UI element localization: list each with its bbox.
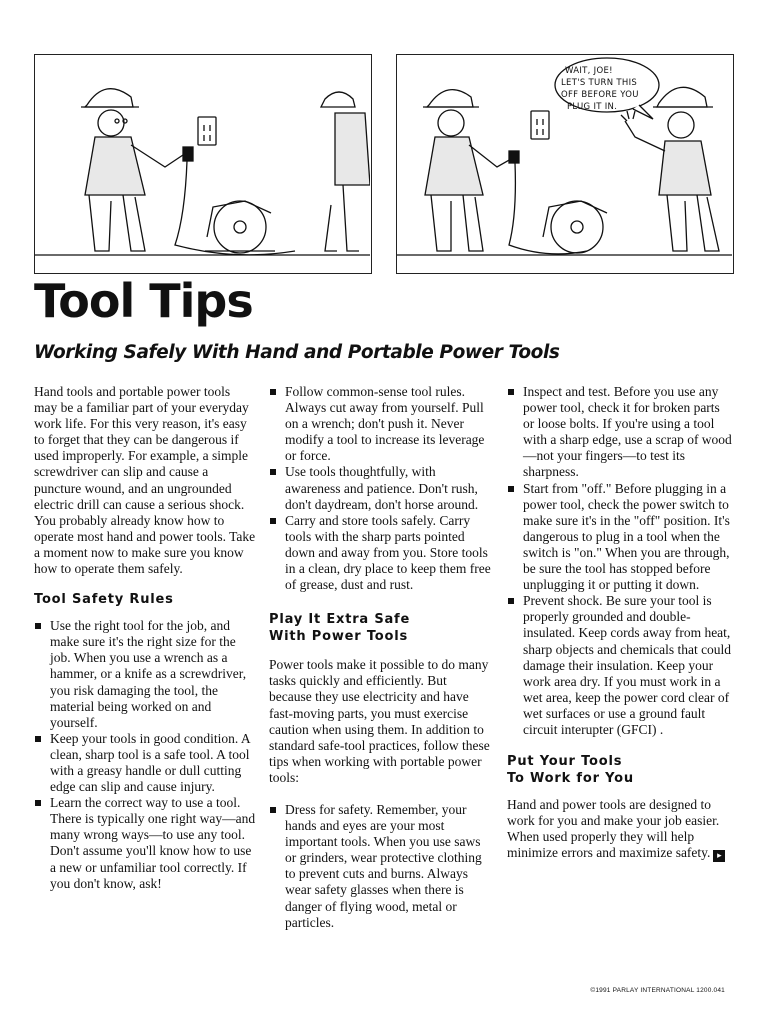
- list-item: Use tools thoughtfully, with awareness and patience. Don't rush, don't daydream, don't horse around.: [269, 464, 491, 512]
- page-title: Tool Tips: [34, 274, 253, 328]
- worker-plugging-saw-illustration: [35, 55, 370, 272]
- power-tool-list-continued: [507, 384, 733, 738]
- extra-safe-heading-line-2: With Power Tools: [269, 629, 409, 645]
- speech-line-1: WAIT, JOE!: [565, 66, 613, 76]
- tool-safety-list: [34, 618, 256, 892]
- column-2: [269, 384, 491, 931]
- coworker-warning-illustration: [397, 55, 732, 272]
- list-item: Keep your tools in good condition. A clean, sharp tool is a safe tool. A tool with a greasy handle or dull cutting edge can slip and cause injury.: [34, 731, 256, 795]
- copyright-notice: ©1991 PARLAY INTERNATIONAL 1200.041: [590, 987, 725, 994]
- list-item: Learn the correct way to use a tool. There is typically one right way—and many wrong ways—to use any tool. Don't assume you'll know how to use a new or unfamiliar tool correctly. If you don't know, ask!: [34, 795, 256, 892]
- list-item: Carry and store tools safely. Carry tools with the sharp parts pointed down and away from you. Store tools in a clean, dry place to keep them free of grease, dust and rust.: [269, 513, 491, 593]
- put-to-work-text: Hand and power tools are designed to work for you and make your job easier. When used properly they will help minimize errors and maximize safety.: [507, 797, 720, 861]
- column-3: [507, 384, 733, 862]
- put-to-work-heading: [507, 753, 733, 787]
- tool-safety-heading: Tool Safety Rules: [34, 592, 174, 608]
- list-item: Follow common-sense tool rules. Always cut away from yourself. Pull on a wrench; don't push it. Never modify a tool to increase its leverage or force.: [269, 384, 491, 464]
- illustration-panel-left: [34, 54, 372, 274]
- illustration-panel-right: [396, 54, 734, 274]
- power-tool-list: [269, 802, 491, 931]
- tool-safety-list-continued: [269, 384, 491, 593]
- list-item: Inspect and test. Before you use any power tool, check it for broken parts or loose bolts. If you're using a tool with a sharp edge, use a scrap of wood—not your fingers—to test its sharpness.: [507, 384, 733, 481]
- speech-line-3: OFF BEFORE YOU: [561, 90, 639, 100]
- intro-paragraph: Hand tools and portable power tools may be a familiar part of your everyday work life. For this very reason, it's easy to forget that they can be dangerous if used improperly. For example, a simple screwdriver can slip and cause a puncture wound, and an ungrounded electric drill can cause a serious shock. You probably already know how to operate most hand and power tools. Take a moment now to make sure you know how to operate them safely.: [34, 384, 256, 577]
- list-item: Dress for safety. Remember, your hands and eyes are your most important tools. When you use saws or grinders, wear protective clothing to prevent cuts and burns. Always wear safety glasses when there is danger of flying wood, metal or particles.: [269, 802, 491, 931]
- list-item: Prevent shock. Be sure your tool is properly grounded and double-insulated. Keep cords away from heat, sharp objects and chemicals that could damage their insulation. Keep your work area dry. If you must work in a wet area, keep the power cord clear of wet surfaces or use a ground fault circuit interupter (GFCI) .: [507, 593, 733, 738]
- put-to-work-heading-line-1: Put Your Tools: [507, 754, 623, 770]
- page-subtitle: Working Safely With Hand and Portable Power Tools: [34, 342, 560, 363]
- list-item: Start from "off." Before plugging in a power tool, check the power switch to make sure it's in the "off" position. It's dangerous to plug in a tool when the switch is "on." When you are through, be sure the tool has stopped before unplugging it or putting it down.: [507, 481, 733, 594]
- extra-safe-intro: Power tools make it possible to do many tasks quickly and efficiently. But because they use electricity and have fast-moving parts, you must exercise caution when using them. In addition to standard safe-tool practices, follow these tips when working with portable power tools:: [269, 657, 490, 785]
- speech-line-4: PLUG IT IN.: [567, 102, 618, 112]
- put-to-work-paragraph: [507, 797, 733, 862]
- extra-safe-heading-line-1: Play It Extra Safe: [269, 612, 411, 628]
- end-mark-icon: ▸: [713, 850, 725, 862]
- put-to-work-heading-line-2: To Work for You: [507, 771, 634, 787]
- extra-safe-heading: [269, 611, 491, 645]
- column-1: [34, 384, 256, 892]
- list-item: Use the right tool for the job, and make sure it's the right size for the job. When you use a wrench as a hammer, or a knife as a screwdriver, you risk damaging the tool, the material being worked on and yourself.: [34, 618, 256, 731]
- speech-line-2: LET'S TURN THIS: [561, 78, 638, 88]
